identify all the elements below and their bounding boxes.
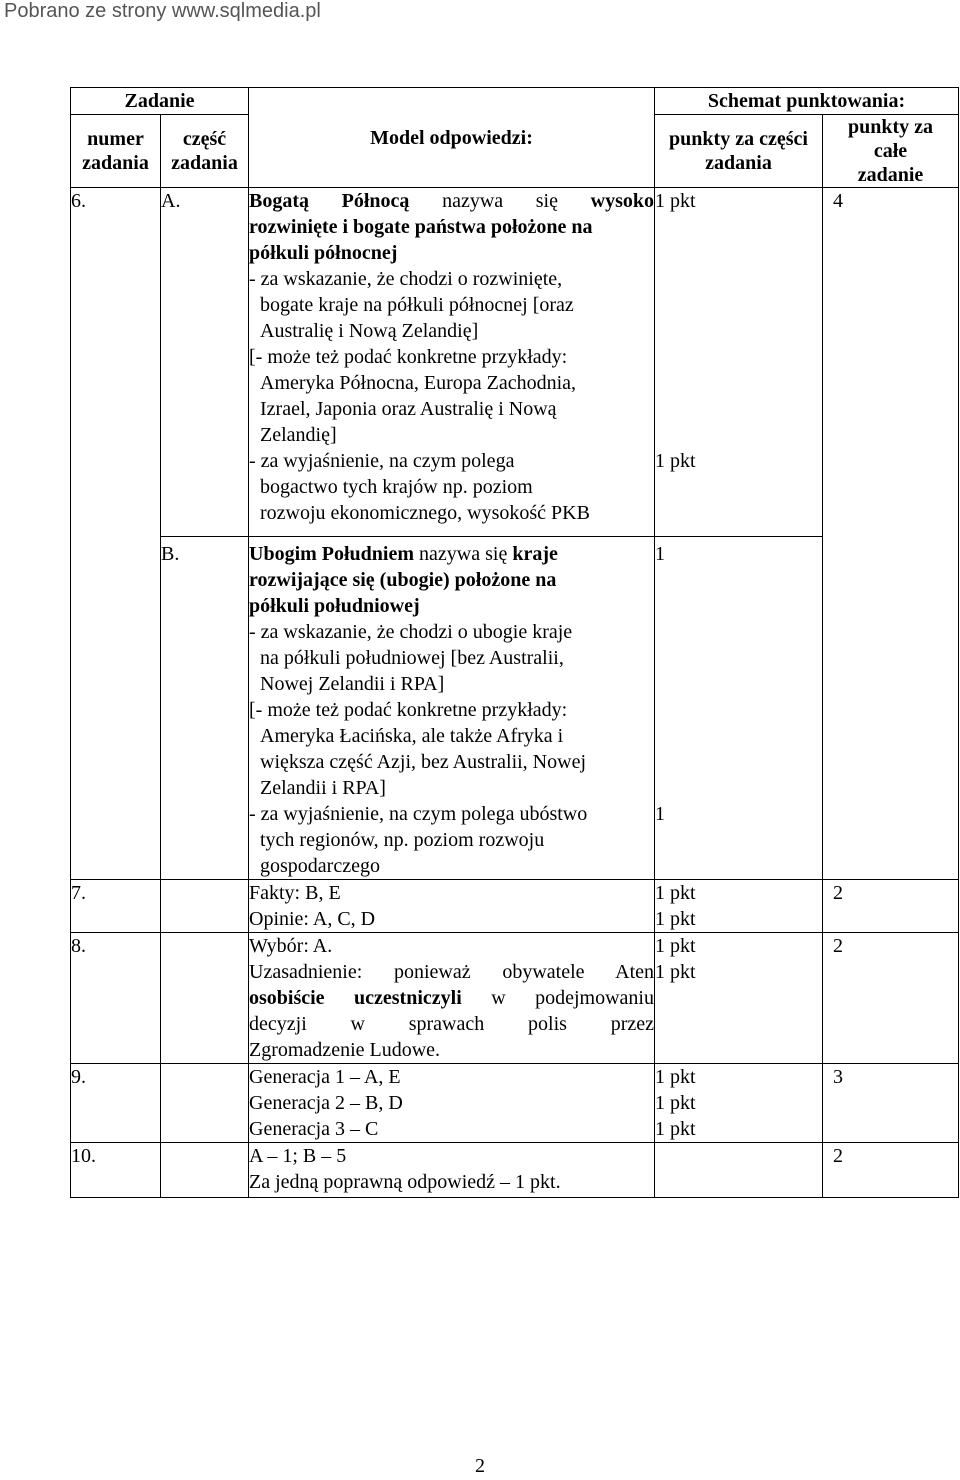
- q6-a-line-1: [249, 188, 654, 214]
- q6-b-line-2: rozwijające się (ubogie) położone na: [249, 569, 557, 591]
- q6-a-term-text: nazywa się: [409, 190, 591, 212]
- q6-a-line-6: Australię i Nową Zelandię]: [260, 320, 479, 342]
- q8-number: 8.: [71, 933, 161, 1064]
- q8-answer: [249, 933, 655, 1064]
- q6-a-term-bold: Bogatą Północą: [249, 190, 410, 212]
- q8-total: 2: [823, 933, 959, 1064]
- q6-a-line-3: półkuli północnej: [249, 242, 398, 264]
- q9-points-1: 1 pkt: [655, 1066, 696, 1088]
- q6-a-line-10: Zelandię]: [260, 424, 337, 446]
- q6-b-line-4: - za wskazanie, że chodzi o ubogie kraje: [249, 621, 573, 643]
- q6-a-row-1: [71, 188, 959, 449]
- q9-answer: [249, 1064, 655, 1143]
- q6-b-line-7: [- może też podać konkretne przykłady:: [249, 699, 568, 721]
- q9-total: 3: [823, 1064, 959, 1143]
- q10-points: [655, 1143, 823, 1198]
- header-model: Model odpowiedzi:: [249, 88, 655, 188]
- header-czesc-zadania-word: zadania: [171, 152, 238, 174]
- q6-b-term-text: nazywa się: [414, 543, 513, 565]
- q6-b-line-6: Nowej Zelandii i RPA]: [260, 673, 445, 695]
- q7-part: [161, 880, 249, 933]
- q6-b-term-bold-2: kraje: [512, 543, 558, 565]
- q6-a-line-5: bogate kraje na półkuli północnej [oraz: [260, 294, 574, 316]
- q6-a-line-7: [- może też podać konkretne przykłady:: [249, 346, 568, 368]
- q7-points-2: 1 pkt: [655, 908, 696, 930]
- q7-answer: [249, 880, 655, 933]
- q6-a-line-4: - za wskazanie, że chodzi o rozwinięte,: [249, 268, 563, 290]
- q6-b-explanation: [249, 801, 655, 880]
- scoring-table: [70, 87, 959, 1198]
- q6-a-points-2: 1 pkt: [655, 448, 823, 537]
- header-punkty-czesci-l2: zadania: [705, 152, 772, 174]
- header-punkty-czesci: [655, 115, 823, 188]
- q9-points-2: 1 pkt: [655, 1092, 696, 1114]
- q10-number: 10.: [71, 1143, 161, 1198]
- q9-points: [655, 1064, 823, 1143]
- q8-bold-phrase: osobiście uczestniczyli: [249, 987, 462, 1009]
- q6-part-b: B.: [161, 537, 249, 880]
- page-number: 2: [475, 1455, 485, 1477]
- header-punkty-cale-l1: punkty za: [847, 116, 934, 138]
- q6-b-term-bold: Ubogim Południem: [249, 543, 415, 565]
- q6-b-line-13: gospodarczego: [260, 855, 380, 877]
- source-watermark: Pobrano ze strony www.sqlmedia.pl: [4, 0, 321, 22]
- q6-b-line-1: [249, 541, 654, 567]
- q7-number: 7.: [71, 880, 161, 933]
- q6-b-line-10: Zelandii i RPA]: [260, 777, 386, 799]
- header-zadanie: Zadanie: [71, 88, 249, 115]
- q6-a-line-2: rozwinięte i bogate państwa położone na: [249, 216, 593, 238]
- q6-b-line-9: większa część Azji, bez Australii, Nowej: [260, 751, 586, 773]
- q6-b-line-5: na półkuli południowej [bez Australii,: [260, 647, 564, 669]
- q8-points-2: 1 pkt: [655, 961, 696, 983]
- q6-b-answer: [249, 537, 655, 802]
- q8-part: [161, 933, 249, 1064]
- q9-number: 9.: [71, 1064, 161, 1143]
- header-czesc: część: [182, 128, 227, 150]
- q8-line-3: [249, 985, 654, 1011]
- q10-part: [161, 1143, 249, 1198]
- q6-a-line-9: Izrael, Japonia oraz Australię i Nową: [260, 398, 557, 420]
- q6-a-line-8: Ameryka Północna, Europa Zachodnia,: [260, 372, 577, 394]
- header-czesc-zadania: [161, 115, 249, 188]
- header-punkty-cale-l2: całe: [873, 140, 908, 162]
- q6-a-explanation: [249, 448, 655, 537]
- q6-b-line-3: półkuli południowej: [249, 595, 420, 617]
- q7-total: 2: [823, 880, 959, 933]
- header-punkty-czesci-l1: punkty za części: [669, 128, 808, 150]
- q8-line-2: Uzasadnienie: ponieważ obywatele Aten: [249, 961, 654, 983]
- q6-b-line-11: - za wyjaśnienie, na czym polega ubóstwo: [249, 803, 588, 825]
- q6-number: 6.: [71, 188, 161, 880]
- q6-a-line-11: - za wyjaśnienie, na czym polega: [249, 450, 515, 472]
- q7-points: [655, 880, 823, 933]
- q8-line-3-text: w podejmowaniu: [461, 987, 654, 1009]
- q6-a-answer: [249, 188, 655, 449]
- q9-part: [161, 1064, 249, 1143]
- q8-line-4: decyzji w sprawach polis przez: [249, 1013, 654, 1035]
- q10-total: 2: [823, 1143, 959, 1198]
- q10-line-1: A – 1; B – 5: [249, 1145, 347, 1167]
- header-numer-zadania-word: zadania: [82, 152, 149, 174]
- q7-points-1: 1 pkt: [655, 882, 696, 904]
- q10-line-2: Za jedną poprawną odpowiedź – 1 pkt.: [249, 1171, 561, 1193]
- q9-line-3: Generacja 3 – C: [249, 1118, 379, 1140]
- q8-points-1: 1 pkt: [655, 935, 696, 957]
- q7-row: [71, 880, 959, 933]
- q9-row: [71, 1064, 959, 1143]
- q8-line-5: Zgromadzenie Ludowe.: [249, 1039, 441, 1061]
- q6-b-points-1: 1: [655, 537, 823, 802]
- q6-b-points-2: 1: [655, 801, 823, 880]
- q6-a-line-13: rozwoju ekonomicznego, wysokość PKB: [260, 502, 590, 524]
- q6-a-line-12: bogactwo tych krajów np. poziom: [260, 476, 533, 498]
- q9-line-1: Generacja 1 – A, E: [249, 1066, 401, 1088]
- q6-a-points-1: 1 pkt: [655, 188, 823, 449]
- q9-line-2: Generacja 2 – B, D: [249, 1092, 403, 1114]
- q6-b-line-8: Ameryka Łacińska, ale także Afryka i: [260, 725, 564, 747]
- q10-answer: [249, 1143, 655, 1198]
- q8-points: [655, 933, 823, 1064]
- q8-line-1: Wybór: A.: [249, 935, 333, 957]
- q6-b-line-12: tych regionów, np. poziom rozwoju: [260, 829, 545, 851]
- q7-line-2: Opinie: A, C, D: [249, 908, 376, 930]
- header-row-top: [71, 88, 959, 115]
- header-punkty-cale-l3: zadanie: [857, 164, 924, 186]
- q8-row: [71, 933, 959, 1064]
- q9-points-3: 1 pkt: [655, 1118, 696, 1140]
- header-numer: numer: [87, 128, 144, 150]
- header-numer-zadania: [71, 115, 161, 188]
- header-schemat: Schemat punktowania:: [655, 88, 959, 115]
- header-punkty-cale: [823, 115, 959, 188]
- q6-total: 4: [823, 188, 959, 880]
- q7-line-1: Fakty: B, E: [249, 882, 341, 904]
- q10-row: [71, 1143, 959, 1198]
- q6-part-a: A.: [161, 188, 249, 537]
- q6-a-term-bold-2: wysoko: [590, 190, 654, 212]
